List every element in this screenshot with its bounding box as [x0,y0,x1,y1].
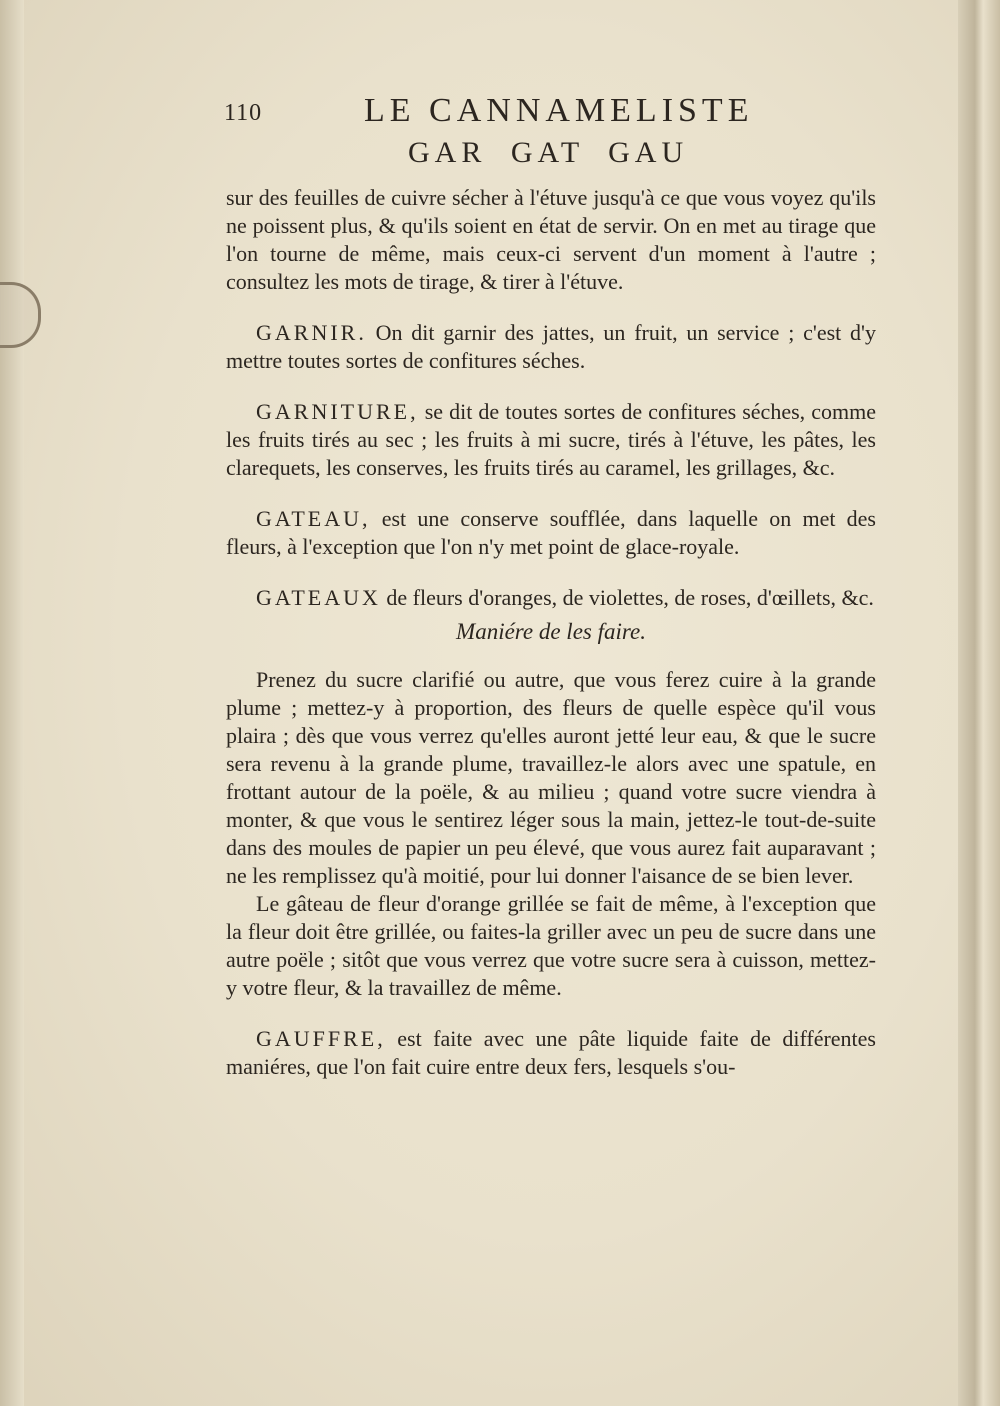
entry-term: GATEAUX [256,585,381,610]
page-header [224,92,754,132]
entry-definition: est faite avec une pâte liquide faite de différentes maniéres, que l'on fait cuire entre deux fers, lesquels s'ou- [226,1026,876,1079]
method-paragraph: Prenez du sucre clarifié ou autre, que vous ferez cuire à la grande plume ; mettez-y à proportion, des fleurs de quelle espèce qu'il vous plaira ; dès que vous verrez qu'elles auront jetté leur eau, & que le sucre sera revenu à la grande plume, travaillez-le alors avec une spatule, en frottant autour de la poële, & au milieu ; quand votre sucre viendra à monter, & que vous le sentirez léger sous la main, jettez-le tout-de-suite dans des moules de papier un peu élevé, que vous aurez fait auparavant ; ne les remplissez qu'à moitié, pour lui donner l'aisance de se bien lever. [226,667,876,888]
page-clip-mark [0,282,41,348]
running-title: LE CANNAMELISTE [364,92,754,129]
entry-garniture [226,398,876,482]
entry-gateaux [226,584,876,612]
entry-term: GAUFFRE, [256,1026,386,1051]
page-fore-edge [958,0,1000,1406]
section-subheading: Maniére de les faire. [456,619,646,644]
method-paragraph: Le gâteau de fleur d'orange grillée se fait de même, à l'exception que la fleur doit être grillée, ou faites-la griller avec un peu de sucre dans une autre poële ; sitôt que vous verrez que votre sucre sera à cuisson, mettez-y votre fleur, & la travaillez de même. [226,891,876,1000]
entry-term: GARNITURE, [256,399,419,424]
entry-definition: On dit garnir des jattes, un fruit, un service ; c'est d'y mettre toutes sortes de confitures séches. [226,320,876,373]
entry-gateau [226,505,876,561]
page-number: 110 [224,100,263,126]
entry-garnir [226,319,876,375]
entry-definition: se dit de toutes sortes de confitures séches, comme les fruits tirés au sec ; les fruits à mi sucre, tirés à l'étuve, les pâtes, les clarequets, les conserves, les fruits tirés au caramel, les grillages, &c. [226,399,876,480]
body-text [226,184,876,1081]
guide-words: GAR GAT GAU [408,136,689,169]
page-gutter [0,0,24,1406]
entry-term: GARNIR. [256,320,367,345]
continuation-paragraph: sur des feuilles de cuivre sécher à l'étuve jusqu'à ce que vous voyez qu'ils ne poissent plus, & qu'ils soient en état de servir. On en met au tirage que l'on tourne de même, mais ceux-ci servent d'un moment à l'autre ; consultez les mots de tirage, & tirer à l'étuve. [226,185,876,294]
entry-definition: de fleurs d'oranges, de violettes, de roses, d'œillets, &c. [380,585,874,610]
entry-term: GATEAU, [256,506,371,531]
entry-gauffre [226,1025,876,1081]
entry-definition: est une conserve soufflée, dans laquelle on met des fleurs, à l'exception que l'on n'y met point de glace-royale. [226,506,876,559]
